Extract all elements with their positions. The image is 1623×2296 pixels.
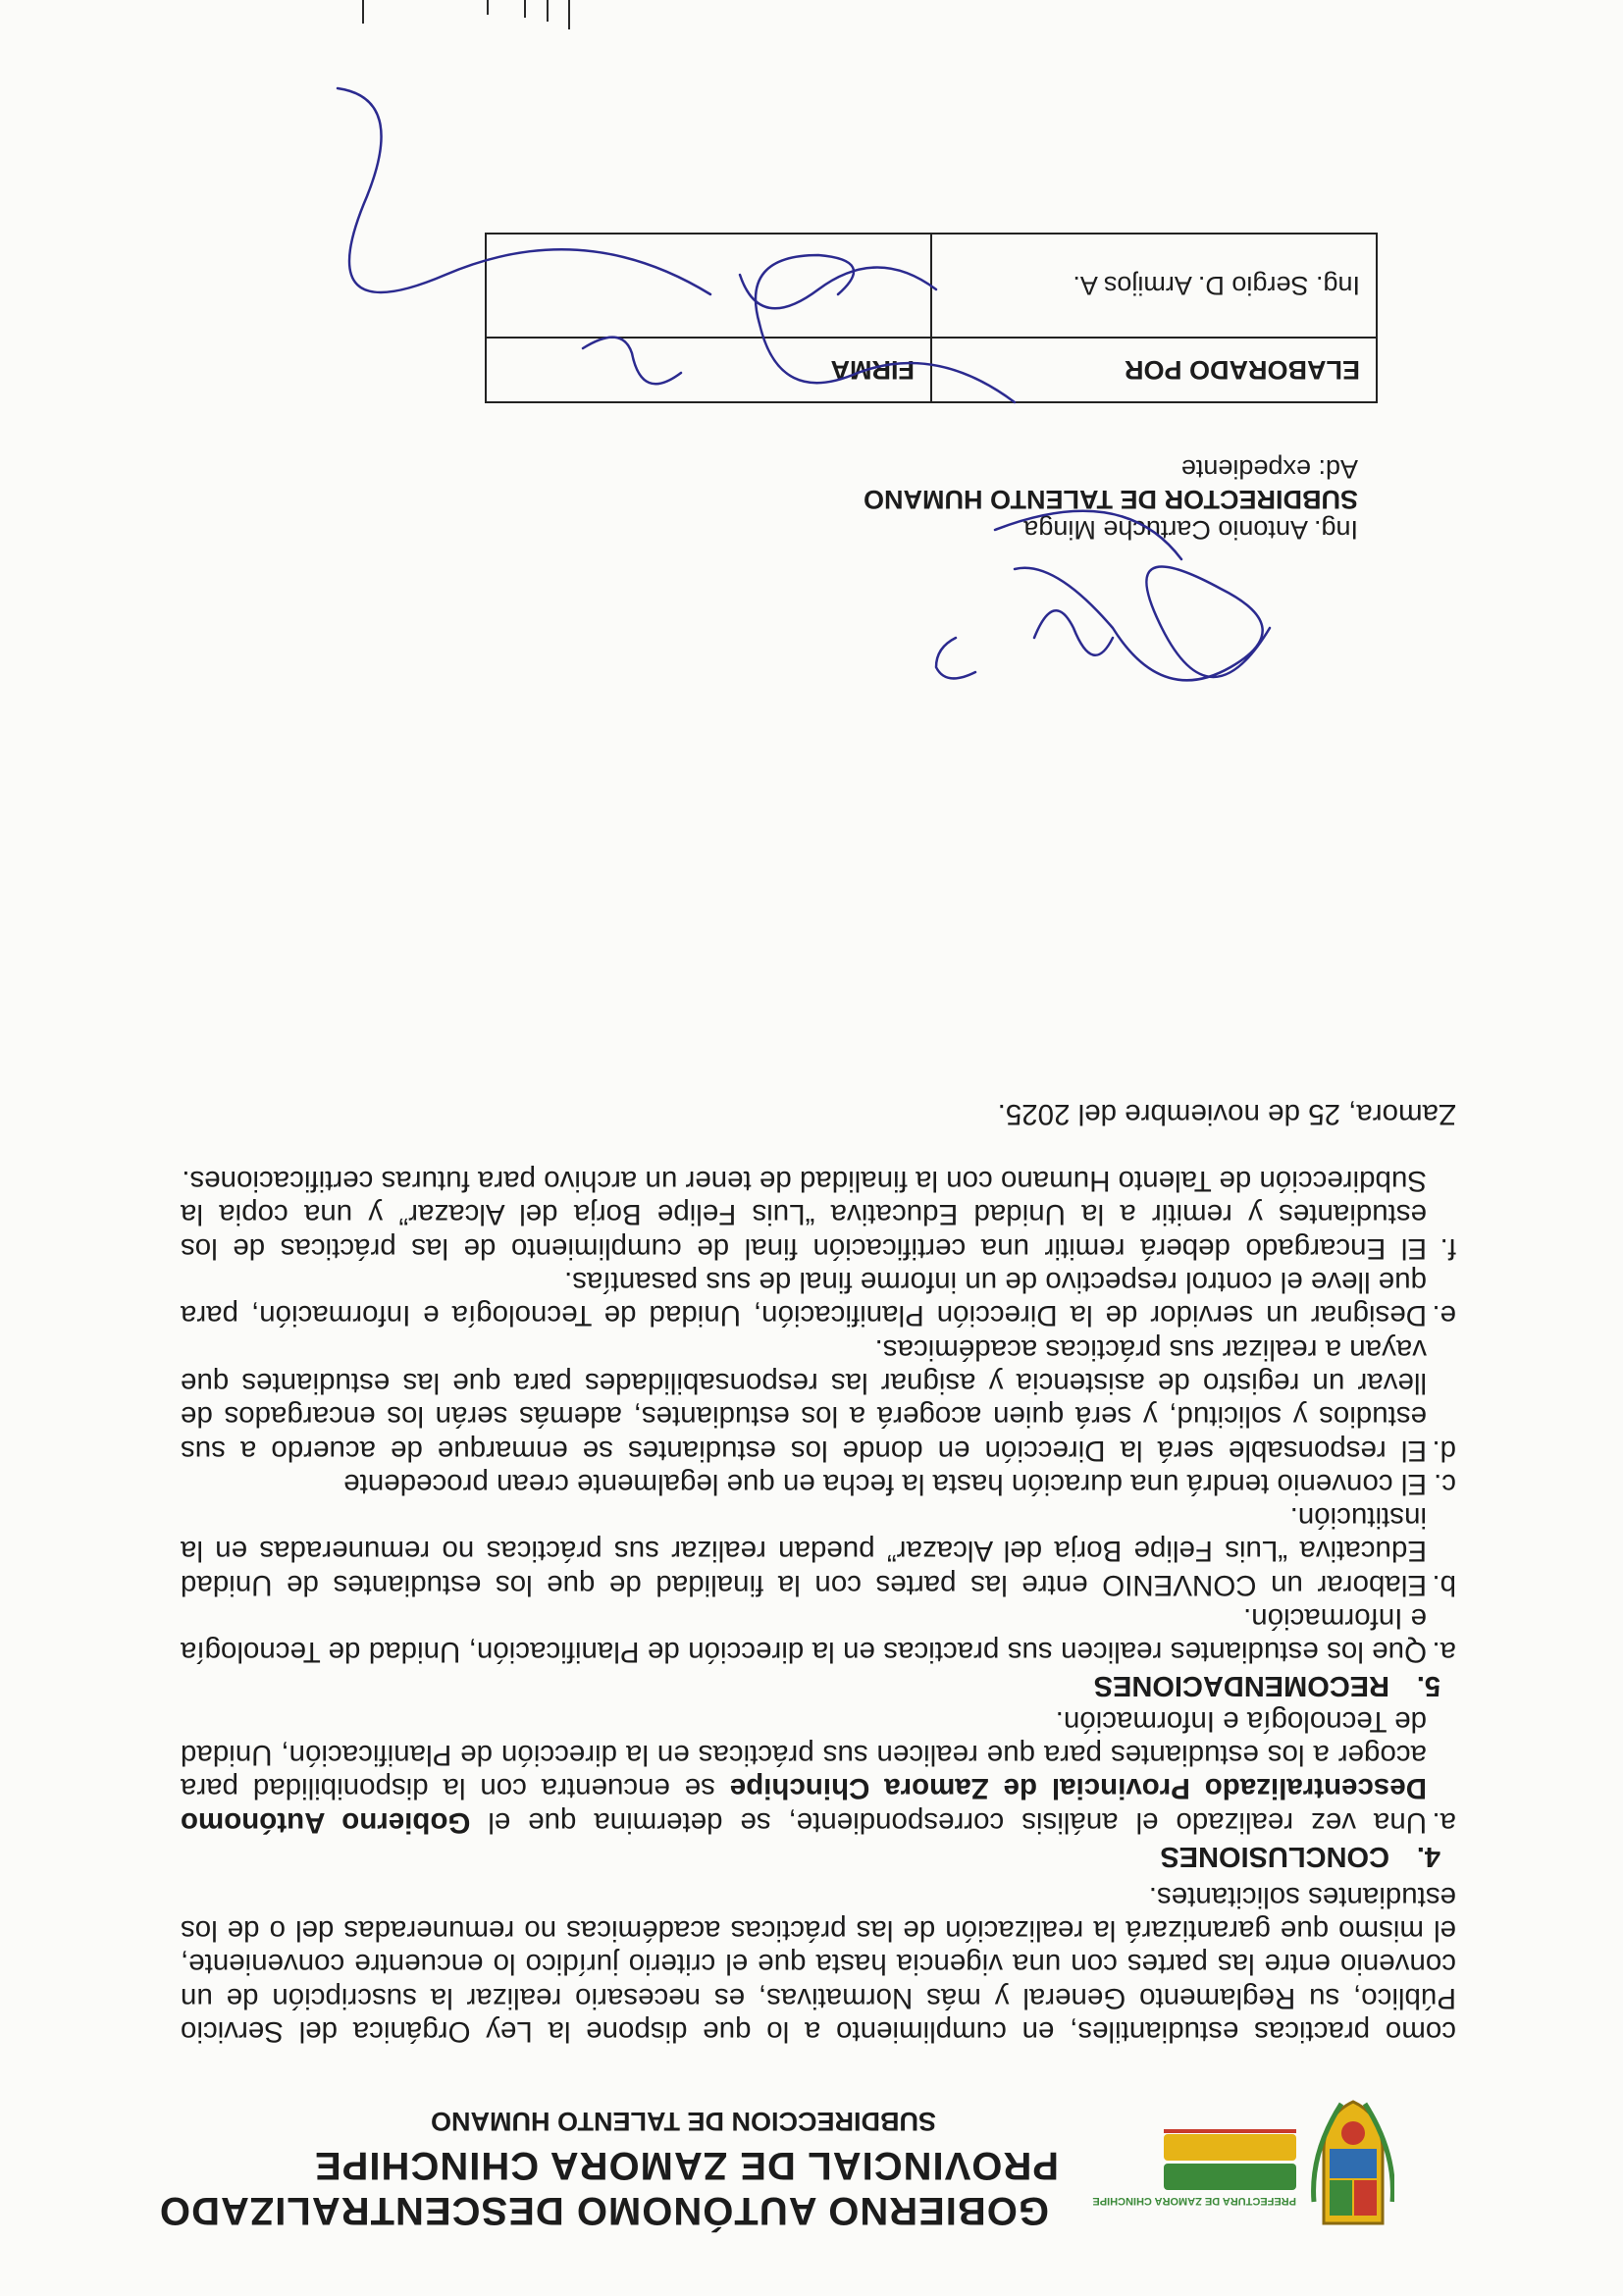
place-date: Zamora, 25 de noviembre del 2025. (997, 1097, 1456, 1130)
table-header-signature: FIRMA (486, 338, 931, 402)
item-text-post: se encuentra con la disponibilidad para acoger a los estudiantes para que realicen sus prácticas en la dirección de Planificación, Unidad de Tecnología e Información. (181, 1704, 1427, 1805)
department-subtitle: SUBDIRECCION DE TALENTO HUMANO (430, 2107, 936, 2136)
letterhead (158, 2074, 1394, 2241)
elaborated-by-table (485, 233, 1378, 403)
scan-edge-mark (487, 0, 489, 15)
item-text: El convenio tendrá una duración hasta la fecha en que legalmente crean procedente (343, 1467, 1427, 1500)
list-marker: e. (1432, 1299, 1456, 1332)
section-title: CONCLUSIONES (1160, 1840, 1389, 1872)
logo-wordmark: PREFECTURA DE ZAMORA CHINCHIPE (1092, 2195, 1296, 2207)
list-marker: d. (1432, 1434, 1456, 1467)
elaborated-by-name: Ing. Sergio D. Armijos A. (931, 234, 1377, 338)
list-item (181, 1703, 1456, 1838)
item-text: El Encargado deberá remitir una certificación final de cumplimiento de las prácticas de los estudiantes y remitir a la Unidad Educativa “Luis Felipe Borja del Alcazar” y una copia la Subdirección de Talento Humano con la finalidad de tener un archivo para futuras certificaciones. (181, 1165, 1427, 1265)
list-marker: a. (1432, 1805, 1456, 1839)
section-number: 5. (1416, 1670, 1440, 1702)
scan-edge-mark (547, 0, 549, 22)
conclusions-list (181, 1703, 1456, 1838)
report-body (181, 1097, 1456, 2048)
item-text-pre: Una vez realizado el análisis correspondiente, se determina que el (470, 1805, 1427, 1839)
signer-block (864, 453, 1358, 545)
item-text: El responsable será la Dirección en donde los estudiantes se enmarque de acuerdo a sus estudios y solicitud, y será quien acogerá a los estudiantes, además serán los encargados de llevar un registro de asistencia y asignar las responsabilidades para que las estudiantes que vayan a realizar sus prácticas académicas. (181, 1332, 1427, 1467)
conclusions-heading (181, 1839, 1456, 1874)
signer-name: Ing. Antonio Cartuche Minga (1023, 515, 1358, 545)
list-marker: b. (1432, 1568, 1456, 1601)
institution-name-line2: PROVINCIAL DE ZAMORA CHINCHIPE (314, 2144, 1059, 2187)
list-marker: c. (1434, 1467, 1456, 1500)
item-text: Designar un servidor de la Dirección Planificación, Unidad de Tecnología e Información, para que lleve el control respectivo de un informe final de sus pasantías. (181, 1266, 1427, 1332)
list-item (181, 1467, 1456, 1500)
recommendations-heading (181, 1668, 1456, 1703)
item-text: Elaborar un CONVENIO entre las partes con la finalidad de que los estudiantes de Unidad Educativa “Luis Felipe Borja del Alcazar” puedan realizar sus prácticas no remuneradas en la institución. (181, 1501, 1427, 1601)
list-item (181, 1164, 1456, 1265)
institution-name-line1: GOBIERNO AUTÓNOMO DESCENTRALIZADO (158, 2189, 1049, 2232)
elaborated-signature-cell (486, 234, 931, 338)
signer-role: SUBDIRECTOR DE TALENTO HUMANO (863, 485, 1358, 514)
recommendations-section (181, 1164, 1456, 1703)
section-number: 4. (1416, 1840, 1440, 1872)
copy-note: Ad: expediente (1180, 454, 1358, 484)
intro-paragraph: como practicas estudiantiles, en cumplimiento a lo que dispone la Ley Orgánica del Servicio Público, su Reglamento General y más Normativas, es necesario realizar la suscripción de un convenio entre las partes con una vigencia hasta que el criterio jurídico lo encuentre conveniente, el mismo que garantizará la realización de las prácticas académicas no remuneradas del o de los estudiantes solicitantes. (181, 1880, 1456, 2048)
list-item (181, 1331, 1456, 1466)
section-title: RECOMENDACIONES (1093, 1670, 1389, 1702)
list-item (181, 1500, 1456, 1601)
list-item (181, 1265, 1456, 1332)
recommendations-list (181, 1164, 1456, 1668)
conclusions-section (181, 1703, 1456, 1873)
prefectura-logo (1061, 2094, 1394, 2241)
scan-edge-mark (362, 0, 364, 24)
table-header-elaborated: ELABORADO POR (931, 338, 1377, 402)
item-text-bold: Gobierno Autónomo Descentralizado Provincial de Zamora Chinchipe (180, 1772, 1427, 1839)
list-marker: f. (1440, 1231, 1456, 1265)
item-text: Que los estudiantes realicen sus practicas en la dirección de Planificación, Unidad de Tecnología e Información. (181, 1602, 1427, 1669)
list-item (181, 1601, 1456, 1669)
list-marker: a. (1432, 1636, 1456, 1669)
scan-edge-mark (524, 0, 526, 18)
letterhead-titles (158, 2104, 1059, 2233)
scan-edge-mark (568, 0, 570, 29)
